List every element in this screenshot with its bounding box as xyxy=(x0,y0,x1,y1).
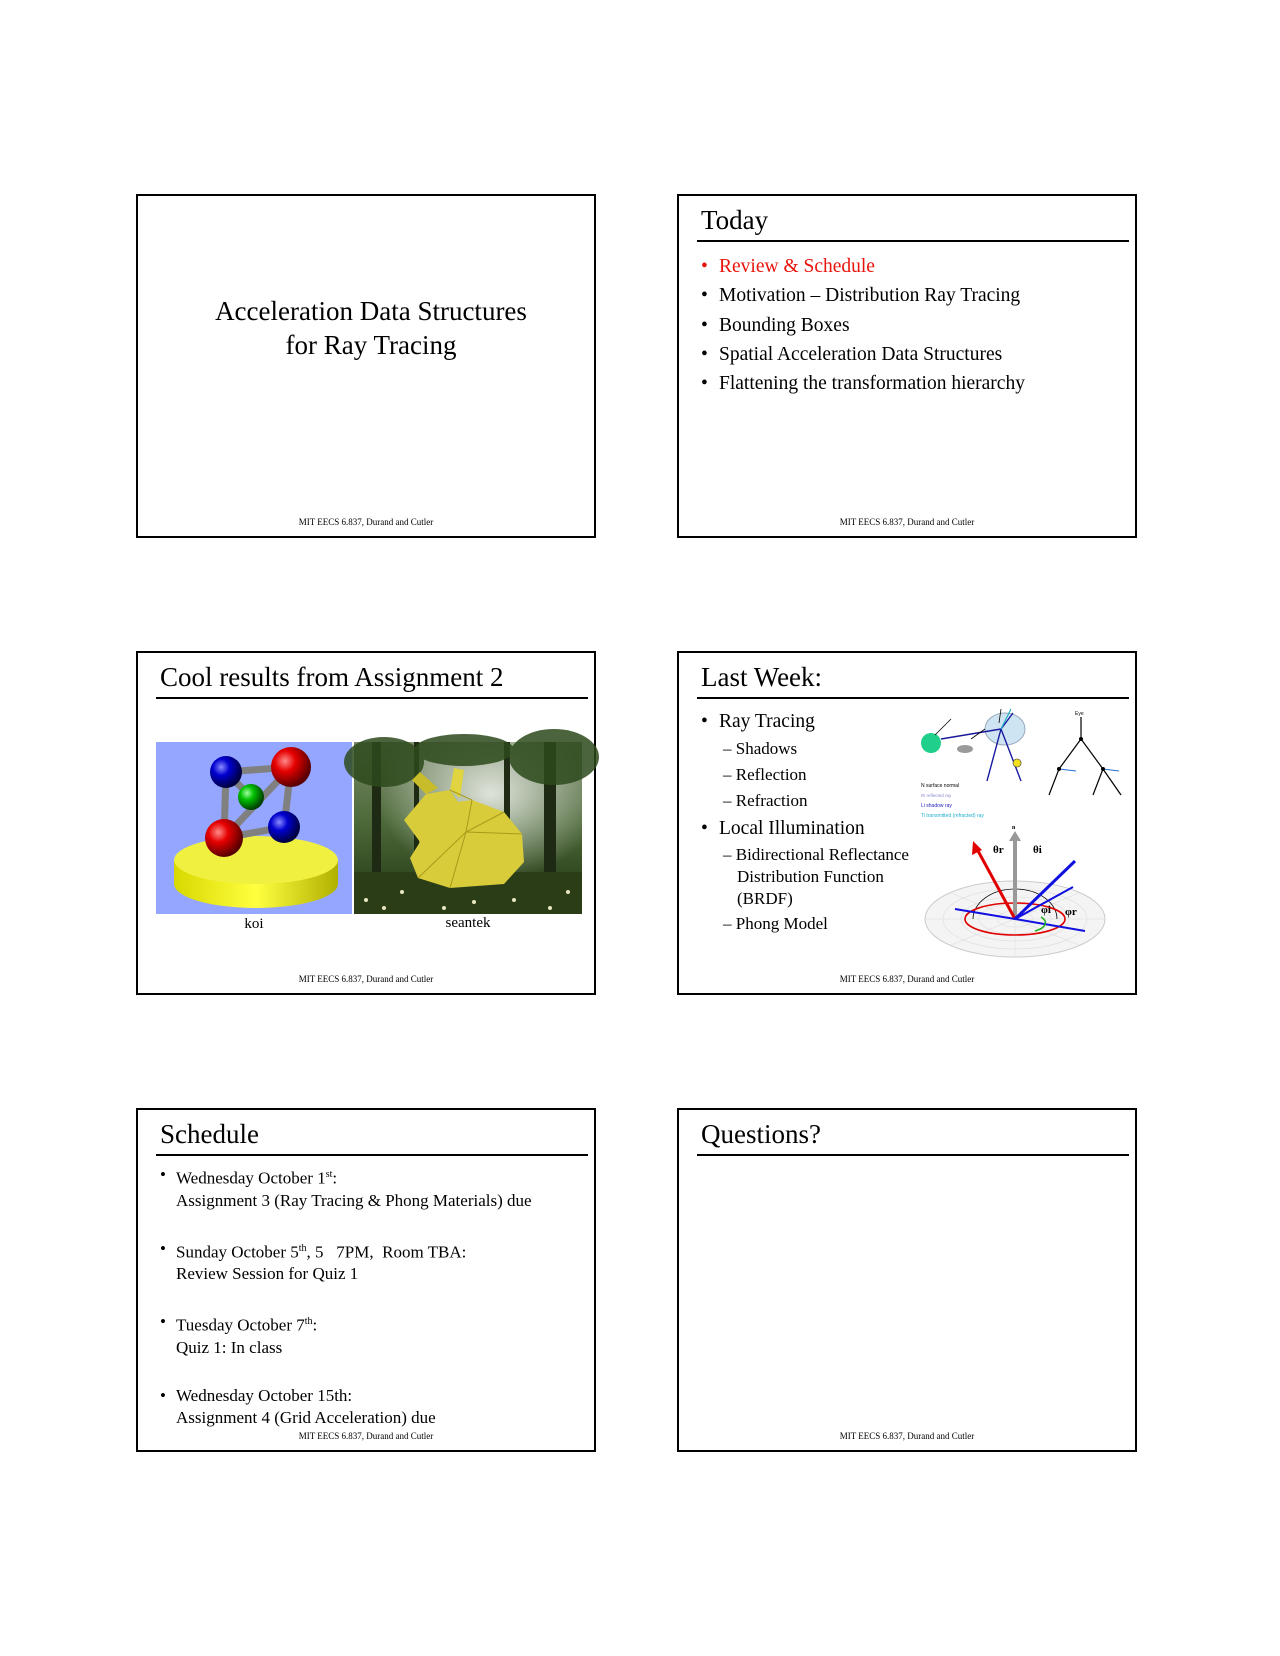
title-rule xyxy=(697,240,1129,242)
agenda-item: • Bounding Boxes xyxy=(701,311,1025,340)
brdf-phi-i-label: φi xyxy=(1041,904,1051,916)
lecture-title xyxy=(138,294,594,362)
slide-questions xyxy=(677,1108,1137,1452)
brdf-phi-r-label: φr xyxy=(1065,906,1077,918)
schedule-date-tail: : xyxy=(312,1315,318,1335)
schedule-desc: Quiz 1: In class xyxy=(176,1337,283,1357)
slide-title-text: Last Week: xyxy=(701,662,823,692)
title-line-1: Acceleration Data Structures xyxy=(215,296,527,326)
brdf-diagram xyxy=(915,825,1115,963)
caption-seantek: seantek xyxy=(445,915,491,931)
legend-reflected: Ri reflected ray xyxy=(921,793,952,798)
schedule-list xyxy=(160,1164,584,1455)
subtopic-cont: Distribution Function xyxy=(737,867,884,886)
agenda-item: • Review & Schedule xyxy=(701,252,1025,281)
slide-title-text: Questions? xyxy=(701,1119,821,1149)
agenda-item: • Spatial Acceleration Data Structures xyxy=(701,340,1025,369)
slide-footer: MIT EECS 6.837, Durand and Cutler xyxy=(298,1431,434,1441)
schedule-desc: Review Session for Quiz 1 xyxy=(176,1264,359,1284)
topic-label: Ray Tracing xyxy=(719,711,815,732)
title-rule xyxy=(156,1154,588,1156)
slide-schedule xyxy=(136,1108,596,1452)
slide-footer: MIT EECS 6.837, Durand and Cutler xyxy=(298,517,434,527)
agenda-list xyxy=(701,252,1025,398)
schedule-date: Sunday October 5 xyxy=(176,1242,299,1262)
seantek-render-image xyxy=(354,742,582,914)
topic-list xyxy=(701,708,909,938)
agenda-item: • Motivation – Distribution Ray Tracing xyxy=(701,281,1025,310)
topic-label: Local Illumination xyxy=(719,818,865,839)
schedule-item xyxy=(160,1311,584,1359)
brdf-theta-r-label: θr xyxy=(993,844,1004,856)
topic-local-illumination: • Local Illumination xyxy=(701,818,865,839)
subtopic: – Phong Model xyxy=(723,914,828,933)
schedule-desc: Assignment 4 (Grid Acceleration) due xyxy=(176,1407,436,1427)
subtopic: – Reflection xyxy=(723,765,807,784)
brdf-theta-i-label: θi xyxy=(1033,844,1042,856)
slide-footer: MIT EECS 6.837, Durand and Cutler xyxy=(839,1431,975,1441)
title-rule xyxy=(156,697,588,699)
legend-normal: N surface normal xyxy=(921,783,960,789)
title-line-2: for Ray Tracing xyxy=(285,330,457,360)
brdf-normal-label: n xyxy=(1012,825,1016,831)
slide-title-text: Cool results from Assignment 2 xyxy=(160,662,504,692)
slide-footer: MIT EECS 6.837, Durand and Cutler xyxy=(298,974,434,984)
slide-last-week xyxy=(677,651,1137,995)
slide-title-text: Schedule xyxy=(160,1119,259,1149)
slide-title xyxy=(136,194,596,538)
subtopic-cont: (BRDF) xyxy=(737,889,793,908)
subtopic: – Refraction xyxy=(723,791,808,810)
slide-today xyxy=(677,194,1137,538)
schedule-desc: Assignment 3 (Ray Tracing & Phong Materials) due xyxy=(176,1190,532,1210)
title-rule xyxy=(697,697,1129,699)
koi-render-image xyxy=(156,742,352,914)
slide-footer: MIT EECS 6.837, Durand and Cutler xyxy=(839,974,975,984)
date-suffix: th xyxy=(304,1316,313,1328)
date-suffix: th xyxy=(298,1242,307,1254)
legend-transmitted: Ti transmitted (refracted) ray xyxy=(921,813,984,819)
schedule-date: Tuesday October 7 xyxy=(176,1315,305,1335)
schedule-date-tail: : xyxy=(332,1168,338,1188)
ray-tracing-diagram xyxy=(921,709,1131,829)
schedule-date-tail: , 5 7PM, Room TBA: xyxy=(306,1242,467,1262)
tree-eye-label: Eye xyxy=(1075,711,1084,717)
slide-title-text: Today xyxy=(701,205,769,235)
subtopic: – Shadows xyxy=(723,739,798,758)
date-suffix: st xyxy=(325,1169,333,1180)
schedule-item xyxy=(160,1164,584,1212)
title-rule xyxy=(697,1154,1129,1156)
legend-shadow: Li shadow ray xyxy=(921,803,952,809)
topic-ray-tracing: • Ray Tracing xyxy=(701,711,815,732)
caption-koi: koi xyxy=(244,916,264,932)
schedule-date: Wednesday October 15th: xyxy=(176,1385,353,1405)
subtopic: – Bidirectional Reflectance xyxy=(723,845,909,864)
slide-footer: MIT EECS 6.837, Durand and Cutler xyxy=(839,517,975,527)
slide-cool-results xyxy=(136,651,596,995)
agenda-item: • Flattening the transformation hierarchy xyxy=(701,369,1025,398)
schedule-item xyxy=(160,1385,584,1429)
schedule-item xyxy=(160,1238,584,1286)
schedule-date: Wednesday October 1 xyxy=(176,1168,326,1188)
